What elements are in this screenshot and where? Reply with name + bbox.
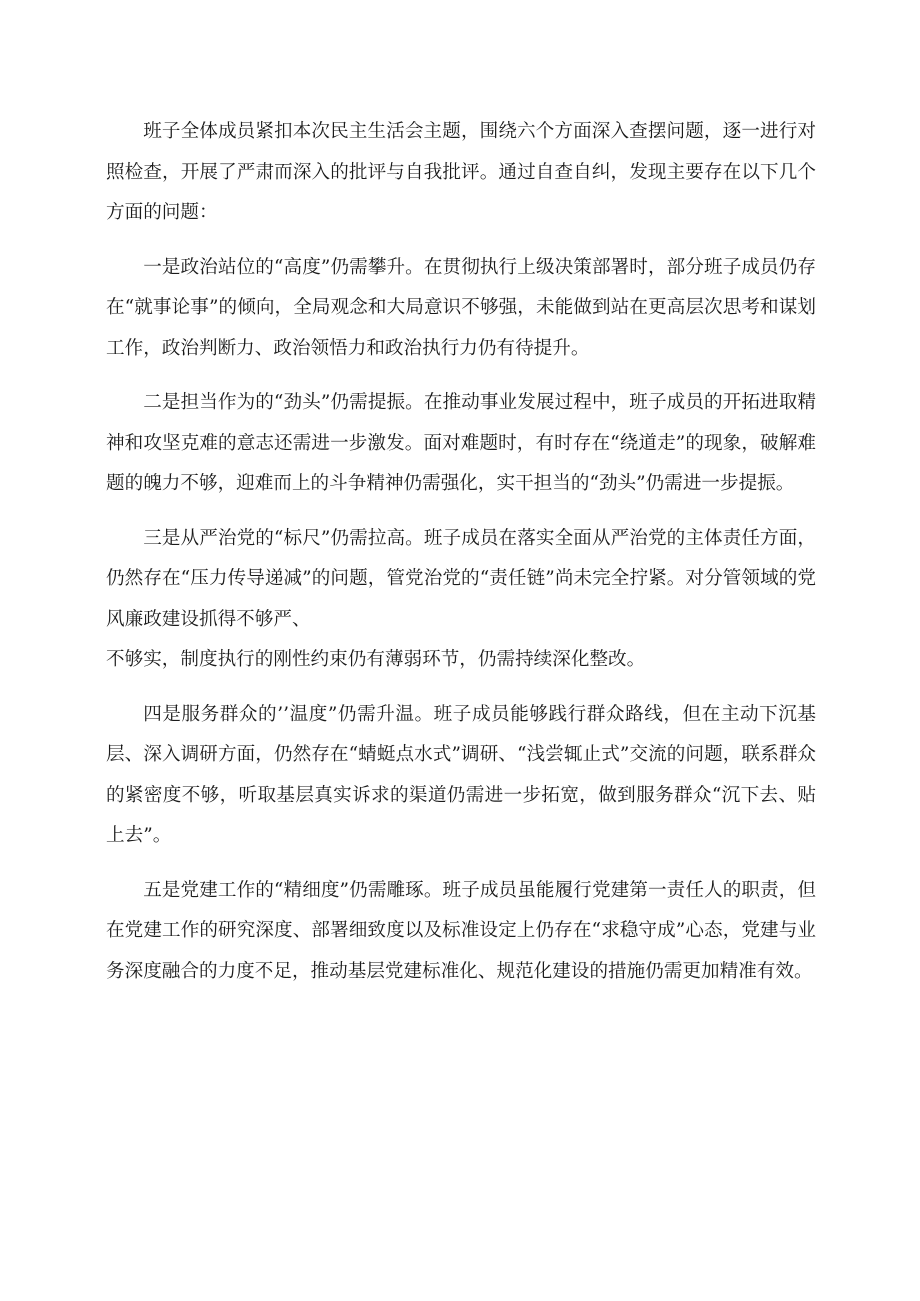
paragraph-serving-masses: 四是服务群众的’’温度”仍需升温。班子成员能够践行群众路线，但在主动下沉基层、深入调研方面，仍然存在“蜻蜓点水式”调研、“浅尝辄止式”交流的问题，联系群众的紧密度不够，听取基层真实诉求的渠道仍需进一步拓宽，做到服务群众“沉下去、贴上去”。 bbox=[106, 703, 816, 846]
paragraph-political-stance: 一是政治站位的“高度”仍需攀升。在贯彻执行上级决策部署时，部分班子成员仍存在“就事论事”的倾向，全局观念和大局意识不够强，未能做到站在更高层次思考和谋划工作，政治判断力、政治领悟力和政治执行力仍有待提升。 bbox=[106, 256, 816, 359]
paragraph-party-building: 五是党建工作的“精细度”仍需雕琢。班子成员虽能履行党建第一责任人的职责，但在党建工作的研究深度、部署细致度以及标准设定上仍存在“求稳守成”心态，党建与业务深度融合的力度不足，推动基层党建标准化、规范化建设的措施仍需更加精准有效。 bbox=[106, 879, 816, 982]
paragraph-party-discipline-continued: 不够实，制度执行的刚性约束仍有薄弱环节，仍需持续深化整改。 bbox=[106, 649, 646, 670]
document-body bbox=[106, 112, 816, 1006]
paragraph-responsibility: 二是担当作为的“劲头”仍需提振。在推动事业发展过程中，班子成员的开拓进取精神和攻坚克难的意志还需进一步激发。面对难题时，有时存在“绕道走”的现象，破解难题的魄力不够，迎难而上的斗争精神仍需强化，实干担当的“劲头”仍需进一步提振。 bbox=[106, 392, 816, 494]
paragraph-intro: 班子全体成员紧扣本次民主生活会主题，围绕六个方面深入查摆问题，逐一进行对照检查，开展了严肃而深入的批评与自我批评。通过自查自纠，发现主要存在以下几个方面的问题： bbox=[106, 121, 816, 223]
paragraph-party-discipline: 三是从严治党的“标尺”仍需拉高。班子成员在落实全面从严治党的主体责任方面，仍然存在“压力传导递减”的问题，管党治党的“责任链”尚未完全拧紧。对分管领域的党风廉政建设抓得不够严、 bbox=[106, 527, 816, 630]
